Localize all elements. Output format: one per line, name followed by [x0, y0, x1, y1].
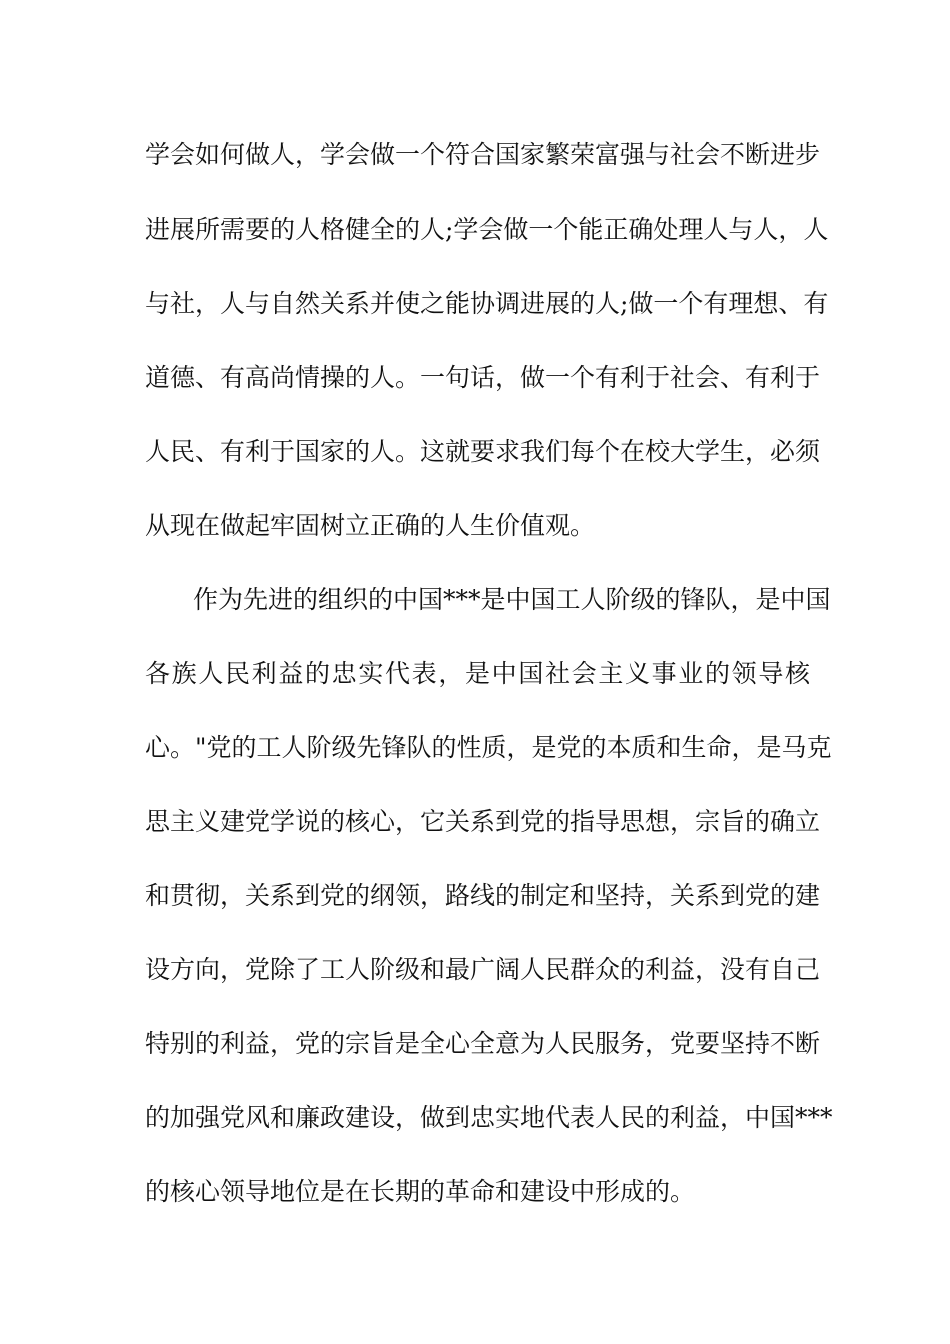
text-line: 心。"党的工人阶级先锋队的性质，是党的本质和生命，是马克: [145, 733, 832, 762]
text-line: 思主义建党学说的核心，它关系到党的指导思想，宗旨的确立: [145, 807, 821, 836]
text-line: 与社，人与自然关系并使之能协调进展的人;做一个有理想、有: [145, 289, 829, 318]
text-line: 人民、有利于国家的人。这就要求我们每个在校大学生，必须: [145, 437, 821, 466]
text-line: 的核心领导地位是在长期的革命和建设中形成的。: [145, 1177, 696, 1206]
text-line: 各族人民利益的忠实代表，是中国社会主义事业的领导核: [145, 659, 810, 688]
text-line: 和贯彻，关系到党的纲领，路线的制定和坚持，关系到党的建: [145, 881, 821, 910]
text-line: 设方向，党除了工人阶级和最广阔人民群众的利益，没有自己: [145, 955, 821, 984]
text-line: 学会如何做人，学会做一个符合国家繁荣富强与社会不断进步: [145, 140, 821, 169]
text-line: 作为先进的组织的中国***是中国工人阶级的锋队，是中国: [193, 585, 831, 614]
text-line: 的加强党风和廉政建设，做到忠实地代表人民的利益，中国***: [145, 1103, 833, 1132]
text-line: 特别的利益，党的宗旨是全心全意为人民服务，党要坚持不断: [145, 1029, 821, 1058]
text-line: 道德、有高尚情操的人。一句话，做一个有利于社会、有利于: [145, 363, 821, 392]
text-line: 从现在做起牢固树立正确的人生价值观。: [145, 511, 596, 540]
text-line: 进展所需要的人格健全的人;学会做一个能正确处理人与人，人: [145, 215, 829, 244]
